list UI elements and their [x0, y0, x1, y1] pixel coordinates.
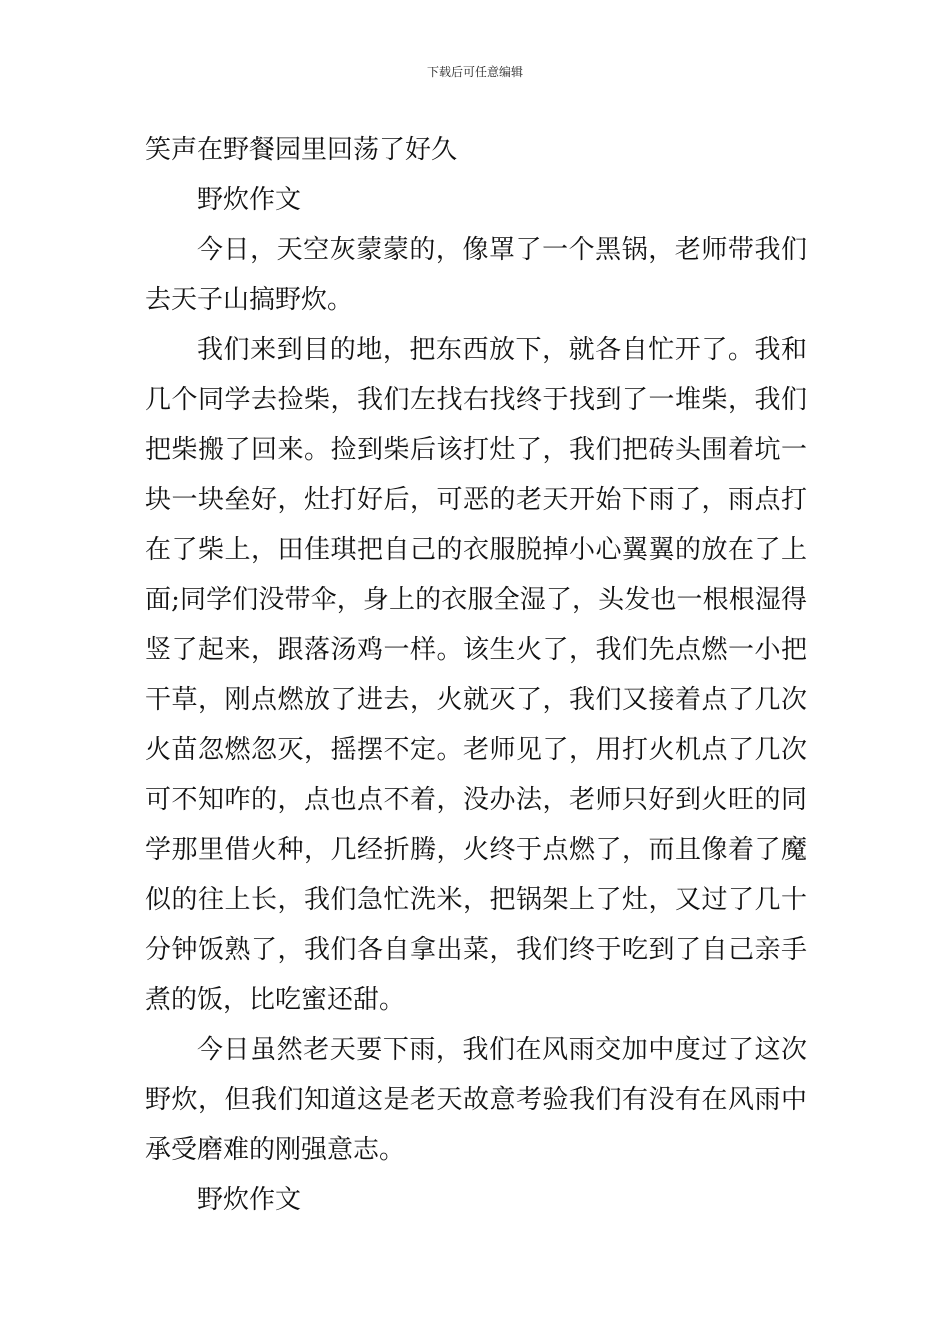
document-body	[145, 125, 807, 1225]
section-heading-1: 野炊作文	[197, 185, 302, 215]
paragraph-3: 我们来到目的地，把东西放下，就各自忙开了。我和几个同学去捡柴，我们左找右找终于找到了一堆柴，我们把柴搬了回来。捡到柴后该打灶了，我们把砖头围着坑一块一块垒好，灶打好后，可恶的老天开始下雨了，雨点打在了柴上，田佳琪把自己的衣服脱掉小心翼翼的放在了上面;同学们没带伞，身上的衣服全湿了，头发也一根根湿得竖了起来，跟落汤鸡一样。该生火了，我们先点燃一小把干草，刚点燃放了进去，火就灭了，我们又接着点了几次火苗忽燃忽灭，摇摆不定。老师见了，用打火机点了几次可不知咋的，点也点不着，没办法，老师只好到火旺的同学那里借火种，几经折腾，火终于点燃了，而且像着了魔似的往上长，我们急忙洗米，把锅架上了灶，又过了几十分钟饭熟了，我们各自拿出菜，我们终于吃到了自己亲手煮的饭，比吃蜜还甜。	[145, 335, 807, 1015]
paragraph-2: 今日，天空灰蒙蒙的，像罩了一个黑锅，老师带我们去天子山搞野炊。	[145, 235, 807, 315]
paragraph-1: 笑声在野餐园里回荡了好久	[145, 135, 458, 165]
paragraph-4: 今日虽然老天要下雨，我们在风雨交加中度过了这次野炊，但我们知道这是老天故意考验我们有没有在风雨中承受磨难的刚强意志。	[145, 1035, 807, 1165]
section-heading-2: 野炊作文	[197, 1185, 302, 1215]
page-header: 下载后可任意编辑	[426, 65, 523, 79]
